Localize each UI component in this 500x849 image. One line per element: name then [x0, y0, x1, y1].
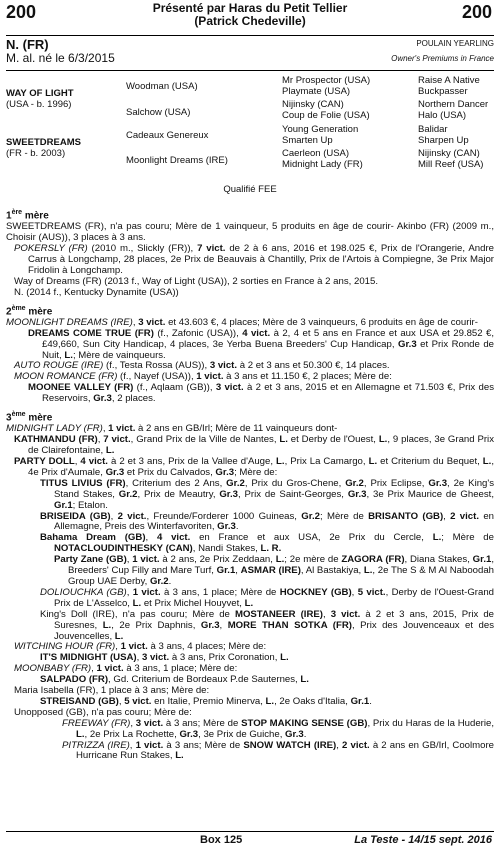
- progeny-entry: PITRIZZA (IRE), 1 vict. à 3 ans; Mère de SNOW WATCH (IRE), 2 vict. à 2 ans en GB/Irl, Coolmore Hurricane Run Stakes, L.: [62, 739, 495, 762]
- pedigree-g3: Mr Prospector (USA): [282, 75, 371, 86]
- progeny-entry: BRISEIDA (GB), 2 vict., Freunde/Forderer 1000 Guineas, Gr.2; Mère de BRISANTO (GB), 2 vict. en Allemagne, Preis des Winterfavoriten, Gr.3.: [40, 510, 494, 533]
- progeny-entry: Maria Isabella (FR), 1 place à 3 ans; Mère de:: [14, 685, 210, 697]
- pedigree-g2: Moonlight Dreams (IRE): [126, 155, 228, 166]
- lot-number-right: 200: [461, 2, 492, 22]
- qualification: Qualifié FEE: [223, 184, 277, 195]
- dam-info: (FR - b. 2003): [6, 148, 66, 159]
- progeny-entry: STREISAND (GB), 5 vict. en Italie, Premio Minerva, L., 2e Oaks d'Italia, Gr.1.: [40, 695, 372, 707]
- dam-section-heading: 3ème mère: [6, 411, 53, 424]
- progeny-entry: IT'S MIDNIGHT (USA), 3 vict. à 3 ans, Prix Coronation, L.: [40, 652, 289, 664]
- owners-premium-note: Owner's Premiums in France: [391, 54, 494, 63]
- progeny-entry: FREEWAY (FR), 3 vict. à 3 ans; Mère de STOP MAKING SENSE (GB), Prix du Haras de la Huderie, L., 2e Prix La Rochette, Gr.3, 3e Prix de Guiche, Gr.3.: [62, 717, 494, 740]
- pedigree-g3: Smarten Up: [282, 135, 333, 146]
- pedigree-g4: Northern Dancer: [418, 99, 489, 110]
- progeny-entry: SALPADO (FR), Gd. Criterium de Bordeaux P.de Sauternes, L.: [40, 674, 309, 686]
- progeny-entry: N. (2014 f., Kentucky Dynamite (USA)): [14, 286, 179, 298]
- pedigree-g3: Caerleon (USA): [282, 148, 350, 159]
- pedigree-g4: Sharpen Up: [418, 135, 469, 146]
- identity-rule: [6, 70, 494, 71]
- progeny-entry: TITUS LIVIUS (FR), Criterium des 2 Ans, Gr.2, Prix du Gros-Chene, Gr.2, Prix Eclipse, Gr.3, 2e King's Stand Stakes, Gr.2, Prix de Meautry, Gr.3, Prix de Saint-Georges, Gr.3, 3e Prix Maurice de Gheest, Gr.1; Etalon.: [40, 477, 494, 511]
- pedigree-g3: Young Generation: [282, 124, 359, 135]
- pedigree-g4: Nijinsky (CAN): [418, 148, 480, 159]
- sex-label: POULAIN YEARLING: [416, 39, 494, 48]
- box-number: Box 125: [200, 834, 243, 846]
- progeny-entry: AUTO ROUGE (IRE) (f., Testa Rossa (AUS)), 3 vict. à 2 et 3 ans et 50.300 €, 14 places.: [14, 360, 390, 372]
- progeny-entry: SWEETDREAMS (FR), n'a pas couru; Mère de 1 vainqueur, 5 produits en âge de courir- Akinbo (FR) (2009 m., Choisir (AUS)), 3 places à 3 ans.: [6, 221, 494, 244]
- dam-section-heading: 1ère mère: [6, 209, 49, 222]
- progeny-entry: DOLIOUCHKA (GB), 1 vict. à 3 ans, 1 place; Mère de HOCKNEY (GB), 5 vict., Derby de l'Ouest-Grand Prix de L'Asselco, L. et Prix Michel Houyvet, L.: [40, 586, 494, 609]
- progeny-entry: Unopposed (GB), n'a pas couru; Mère de:: [14, 706, 192, 718]
- pedigree-g3: Playmate (USA): [282, 86, 351, 97]
- sire-name: WAY OF LIGHT: [6, 88, 74, 99]
- horse-birth: M. al. né le 6/3/2015: [6, 51, 115, 65]
- progeny-entry: MIDNIGHT LADY (FR), 1 vict. à 2 ans en GB/Irl; Mère de 11 vainqueurs dont-: [6, 423, 338, 435]
- pedigree-table: [6, 76, 494, 176]
- pedigree-g2: Cadeaux Genereux: [126, 130, 209, 141]
- progeny-entry: POKERSLY (FR) (2010 m., Slickly (FR)), 7 vict. de 2 à 6 ans, 2016 et 198.025 €, Prix de l'Orangerie, Andre Carrus à Longchamp, 28 places, 2e Prix de Beauvais à Chantilly, Prix de l'Artois à Compiegne, 3e Prix Major Fridolin à Longchamp.: [14, 243, 494, 276]
- pedigree-g4: Mill Reef (USA): [418, 159, 484, 170]
- progeny-entry: PARTY DOLL, 4 vict. à 2 et 3 ans, Prix de la Vallee d'Auge, L., Prix La Camargo, L. et Criterium du Bequet, L., 4e Prix d'Aumale, Gr.3 et Prix du Calvados, Gr.3; Mère de:: [14, 456, 494, 478]
- dam-line-section: [6, 208, 494, 762]
- progeny-entry: MOONEE VALLEY (FR) (f., Aqlaam (GB)), 3 vict. à 2 et 3 ans, 2015 et en Allemagne et 71.503 €, Prix des Reservoirs, Gr.3, 2 places.: [28, 382, 494, 405]
- pedigree-g2: Woodman (USA): [126, 81, 198, 92]
- progeny-entry: Bahama Dream (GB), 4 vict. en France et aux USA, 2e Prix du Cercle, L.; Mère de NOTACLOUDINTHESKY (CAN), Nandi Stakes, L. R.: [40, 532, 494, 555]
- progeny-entry: Party Zane (GB), 1 vict. à 2 ans, 2e Prix Zeddaan, L.; 2e mère de ZAGORA (FR), Diana Stakes, Gr.1, Breeders' Cup Filly and Mare Turf, Gr.1, ASMAR (IRE), Al Bastakiya, L., 2e The S & M Al Naboodah Group UAE Derby, Gr.2.: [54, 554, 495, 587]
- dam-name: SWEETDREAMS: [6, 137, 81, 148]
- sire-info: (USA - b. 1996): [6, 99, 72, 110]
- pedigree-g3: Midnight Lady (FR): [282, 159, 363, 170]
- presenter-name: Présenté par Haras du Petit Tellier: [152, 1, 348, 15]
- pedigree-g3: Coup de Folie (USA): [282, 110, 370, 121]
- dam-section-heading: 2ème mère: [6, 304, 53, 317]
- pedigree-g4: Raise A Native: [418, 75, 480, 86]
- presenter: [100, 2, 400, 28]
- progeny-entry: Way of Dreams (FR) (2013 f., Way of Light (USA)), 2 sorties en France à 2 ans, 2015.: [14, 275, 378, 287]
- catalogue-header: [0, 0, 500, 36]
- progeny-entry: MOONLIGHT DREAMS (IRE), 3 vict. et 43.603 €, 4 places; Mère de 3 vainqueurs, 6 produits en âge de courir-: [6, 316, 478, 328]
- progeny-entry: King's Doll (IRE), n'a pas couru; Mère de MOSTANEER (IRE), 3 vict. à 2 et 3 ans, 2015, Prix de Suresnes, L., 2e Prix Daphnis, Gr.3, MORE THAN SOTKA (FR), Prix des Jouvenceaux et des Jouvencelles, L.: [40, 608, 494, 642]
- progeny-entry: DREAMS COME TRUE (FR) (f., Zafonic (USA)), 4 vict. à 2, 4 et 5 ans en France et aux USA et 29.852 €, £49,660, Sun City Handicap, 4 places, 3e Yerba Buena Breeders' Cup Handicap, Gr.3 et Prix Ronde de Nuit, L.; Mère de vainqueurs.: [28, 327, 494, 361]
- pedigree-g3: Nijinsky (CAN): [282, 99, 344, 110]
- presenter-contact: (Patrick Chedeville): [194, 14, 306, 28]
- progeny-entry: MOON ROMANCE (FR) (f., Nayef (USA)), 1 vict. à 3 ans et 11.150 €, 2 places; Mère de:: [14, 371, 392, 383]
- progeny-entry: WITCHING HOUR (FR), 1 vict. à 3 ans, 4 places; Mère de:: [14, 641, 267, 653]
- progeny-entry: MOONBABY (FR), 1 vict. à 3 ans, 1 place; Mère de:: [14, 663, 238, 675]
- catalogue-footer: [0, 832, 500, 848]
- pedigree-g2: Salchow (USA): [126, 107, 191, 118]
- pedigree-g4: Balidar: [418, 124, 448, 135]
- pedigree-g4: Buckpasser: [418, 86, 468, 97]
- horse-name: N. (FR): [6, 37, 49, 52]
- sale-venue-date: La Teste - 14/15 sept. 2016: [354, 834, 492, 846]
- header-rule: [6, 35, 494, 36]
- lot-number: 200: [6, 2, 37, 22]
- pedigree-g4: Halo (USA): [418, 110, 467, 121]
- progeny-entry: KATHMANDU (FR), 7 vict., Grand Prix de la Ville de Nantes, L. et Derby de l'Ouest, L., 9 places, 3e Grand Prix de Clairefontaine, L.: [14, 434, 494, 457]
- horse-identity: [6, 38, 494, 68]
